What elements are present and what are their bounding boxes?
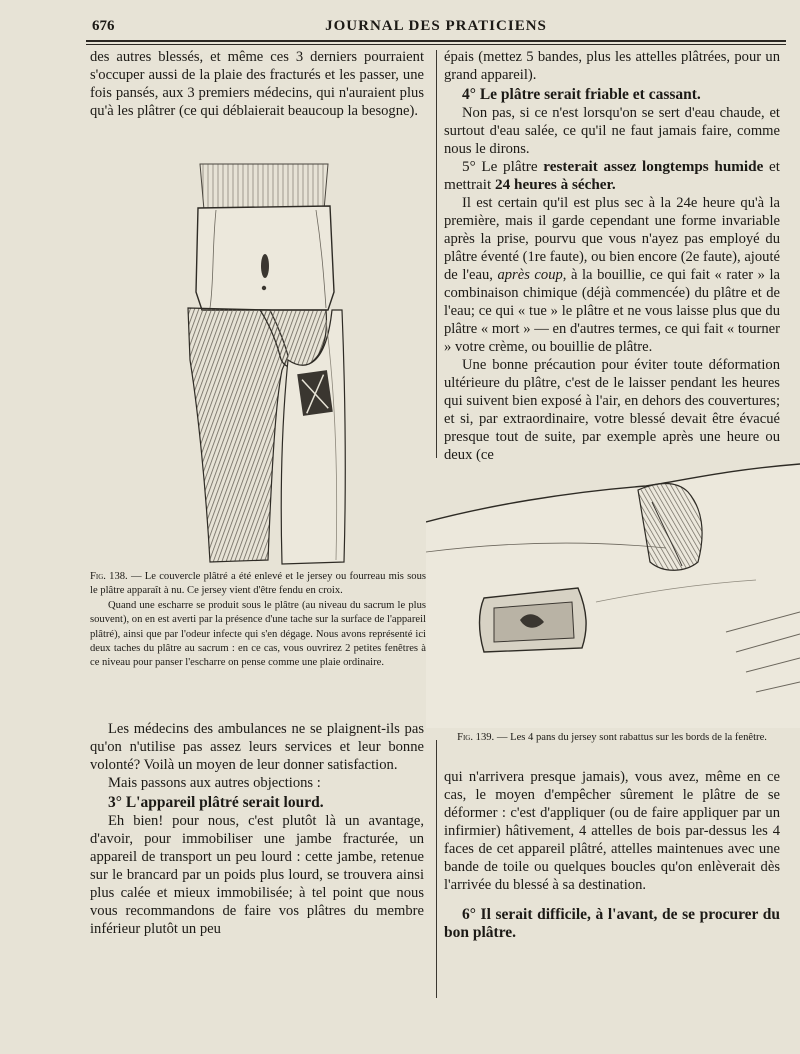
figure-139-illustration — [426, 462, 800, 728]
paragraph: qui n'arrivera presque jamais), vous avez, même en ce cas, le moyen d'empêcher sûrement le plâtre de se déformer : c'est d'appliquer (ou de faire appliquer par un infirmier) hâtivement, 4 attelles de bois par-dessus les 4 faces de cet appareil plâtré, attelles maintenues avec une bande de toile ou quelques boucles qu'on enlèverait dès l'arrivée du blessé à sa destination. — [444, 769, 780, 893]
paragraph: Eh bien! pour nous, c'est plutôt là un avantage, d'avoir, pour immobiliser une jambe fracturée, un appareil de transport un peu lourd : cette jambe, retenue sur le brancard par un poids plus lourd, se trouvera ainsi plus calée et mieux immobilisée; à tel point que nous vous recommandons de faire vos plâtres du membre inférieur plutôt un peu — [90, 813, 424, 937]
heading-5-bold: 24 heures à sécher. — [495, 176, 616, 193]
column-divider-bottom — [436, 740, 437, 998]
figure-138-caption — [90, 570, 426, 671]
italic-run: après coup — [497, 267, 563, 283]
figure-138-illustration — [176, 160, 356, 570]
section-heading-6: 6° Il serait difficile, à l'avant, de se procurer du bon plâtre. — [444, 906, 780, 941]
left-column-bottom — [90, 720, 424, 938]
right-column-top — [444, 48, 780, 464]
paragraph: Les médecins des ambulances ne se plaignent-ils pas qu'on n'utilise pas assez leurs services et leur bonne volonté? Voilà un moyen de leur donner satisfaction. — [90, 721, 424, 773]
text-run: , à la bouillie, ce qui fait « rater » la combinaison chimique (déjà commencée) du plâtre et de l'eau; ce qui « tue » le plâtre et ne vous laisse plus que du plâtre « mort » — en d'autres termes, ce qui fait « tourner » votre crème, ou bouillie de plâtre. — [444, 267, 780, 355]
caption-text-2: Quand une escharre se produit sous le plâtre (au niveau du sacrum le plus souvent), on en est averti par la présence d'une tache sur la surface de l'appareil plâtré), ainsi que par l'odeur infecte qui s'en dégage. Nous avons représenté ici deux taches du plâtre au sacrum : en ce cas, vous ouvrirez 2 petites fenêtres à ce niveau pour panser l'escharre on pense comme une plaie ordinaire. — [90, 599, 426, 669]
left-column-top — [90, 48, 424, 120]
caption-text: — Le couvercle plâtré a été enlevé et le jersey ou fourreau mis sous le plâtre apparaît à nu. Ce jersey vient d'être fendu en croix. — [90, 571, 426, 597]
column-divider-top — [436, 50, 437, 458]
paragraph: épais (mettez 5 bandes, plus les attelles plâtrées, pour un grand appareil). — [444, 49, 780, 83]
header-rule-thin — [86, 44, 786, 45]
section-heading-3: 3° L'appareil plâtré serait lourd. — [108, 794, 324, 811]
page-number: 676 — [92, 18, 115, 34]
figure-139-caption — [444, 731, 780, 745]
heading-5-bold: resterait assez longtemps humide — [543, 158, 764, 175]
header-rule — [86, 40, 786, 42]
section-heading-4: 4° Le plâtre serait friable et cassant. — [462, 86, 701, 103]
heading-5-part: 5° Le plâtre — [462, 158, 544, 175]
text-run: Il est certain qu'il est plus sec à la 24e heure qu'à la première, mais il garde cependant une forme invariable après la prise, pourvu que vous n'ayez pas employé du plâtre éventé (1re faute), ou bien encore (2e faute), ajouté de l'eau, — [444, 195, 780, 283]
caption-text: — Les 4 pans du jersey sont rabattus sur les bords de la fenêtre. — [494, 732, 767, 743]
page-header — [86, 14, 786, 42]
journal-title: JOURNAL DES PRATICIENS — [325, 18, 547, 34]
right-column-bottom — [444, 768, 780, 942]
figure-label: Fig. 139. — [457, 732, 495, 743]
paragraph: des autres blessés, et même ces 3 derniers pourraient s'occuper aussi de la plaie des fracturés et les passer, une fois pansés, aux 3 premiers médecins, qui n'auraient plus qu'à les plâtrer (ce qui déblaierait beaucoup la besogne). — [90, 49, 424, 119]
paragraph: Une bonne précaution pour éviter toute déformation ultérieure du plâtre, c'est de le laisser pendant les heures qui suivent bien exposé à l'air, en dehors des couvertures; et si, par extraordinaire, votre blessé devait être évacué presque tout de suite, par exemple après une heure ou deux (ce — [444, 357, 780, 463]
paragraph: Non pas, si ce n'est lorsqu'on se sert d'eau chaude, et surtout d'eau salée, ce qu'il ne faut jamais faire, comme nous le dirons. — [444, 105, 780, 157]
figure-label: Fig. 138. — [90, 571, 128, 582]
heading-5-part: et mettrait — [444, 158, 780, 193]
section-heading-5 — [444, 158, 780, 194]
paragraph: Mais passons aux autres objections : — [108, 775, 321, 791]
paragraph — [444, 194, 780, 356]
